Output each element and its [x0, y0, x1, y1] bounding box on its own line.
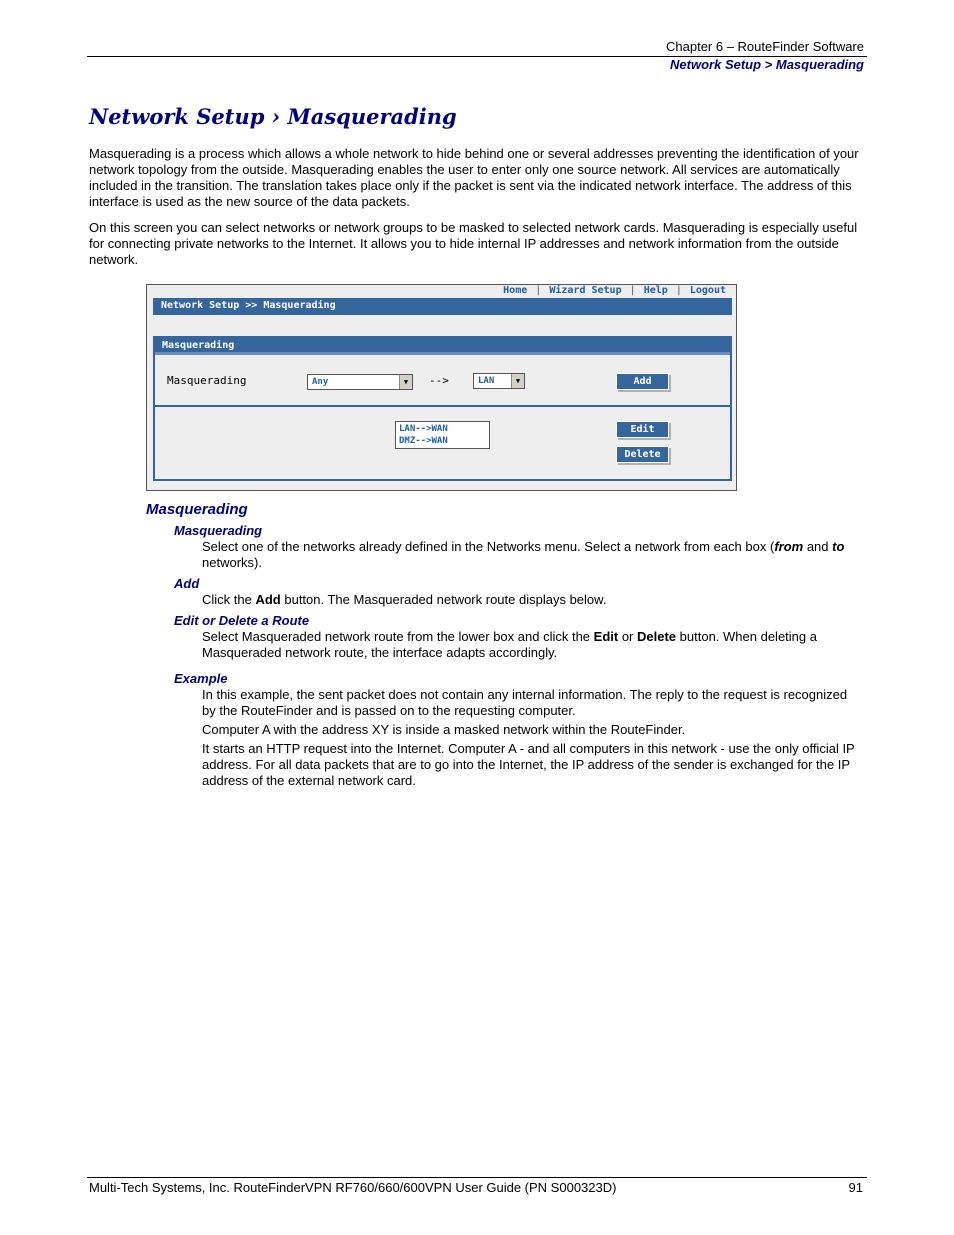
- edit-button[interactable]: Edit: [616, 421, 669, 438]
- nav-help-link[interactable]: Help: [643, 285, 668, 296]
- footer-rule: [87, 1177, 867, 1178]
- from-network-value: Any: [312, 377, 329, 387]
- subheading-masquerading: Masquerading: [174, 523, 263, 538]
- header-section: Network Setup > Masquerading: [670, 57, 864, 72]
- header-chapter: Chapter 6 – RouteFinder Software: [666, 39, 864, 54]
- subheading-add: Add: [174, 576, 200, 591]
- routes-listbox[interactable]: [395, 421, 490, 449]
- to-network-select[interactable]: [473, 373, 525, 389]
- subheading-edit-delete: Edit or Delete a Route: [174, 613, 310, 628]
- screenshot-figure: [146, 284, 737, 491]
- example-paragraph: Computer A with the address XY is inside a masked network within the RouteFinder.: [202, 722, 686, 737]
- masquerading-label: Masquerading: [167, 374, 247, 387]
- subheading-example: Example: [174, 671, 228, 686]
- chevron-down-icon[interactable]: ▼: [511, 374, 524, 388]
- panel-divider: [155, 405, 730, 407]
- masquerading-panel: [153, 336, 732, 481]
- nav-separator: |: [675, 285, 682, 296]
- from-network-select[interactable]: [307, 374, 413, 390]
- edit-delete-description: Select Masqueraded network route from the lower box and click the Edit or Delete button. When deleting a Masqueraded network route, the interface adapts accordingly.: [202, 629, 817, 660]
- arrow-label: -->: [429, 374, 449, 387]
- page-number: 91: [848, 1180, 863, 1195]
- to-network-value: LAN: [478, 376, 495, 386]
- footer-text: Multi-Tech Systems, Inc. RouteFinderVPN RF760/660/600VPN User Guide (PN S000323D): [89, 1180, 617, 1195]
- section-heading: Masquerading: [146, 501, 248, 518]
- route-item[interactable]: LAN-->WAN: [399, 424, 448, 434]
- intro-paragraph-2: On this screen you can select networks or network groups to be masked to selected network cards. Masquerading is especially useful for connecting private networks to the Internet. It allows you to hide internal IP addresses and network information from the outside network.: [89, 220, 858, 267]
- masquerading-description: Select one of the networks already defined in the Networks menu. Select a network from each box (from and to networks).: [202, 539, 845, 570]
- top-nav: [503, 285, 726, 296]
- chevron-down-icon[interactable]: ▼: [399, 375, 412, 389]
- intro-paragraph-1: Masquerading is a process which allows a whole network to hide behind one or several addresses preventing the identification of your network topology from the outside. Masquerading enables the user to enter only one source network. All services are automatically included in the transition. The translation takes place only if the packet is sent via the indicated network interface. The address of this interface is used as the new source of the data packets.: [89, 146, 859, 209]
- page-title: Network Setup › Masquerading: [89, 104, 457, 129]
- delete-button[interactable]: Delete: [616, 446, 669, 463]
- panel-title: Masquerading: [155, 338, 730, 355]
- nav-wizard-link[interactable]: Wizard Setup: [549, 285, 622, 296]
- add-button[interactable]: Add: [616, 373, 669, 390]
- nav-separator: |: [535, 285, 542, 296]
- route-item[interactable]: DMZ-->WAN: [399, 436, 448, 446]
- add-description: Click the Add button. The Masqueraded network route displays below.: [202, 592, 607, 607]
- example-paragraph: It starts an HTTP request into the Internet. Computer A - and all computers in this network - use the only official IP address. For all data packets that are to go into the Internet, the IP address of the sender is exchanged for the IP address of the external network card.: [202, 741, 855, 788]
- nav-home-link[interactable]: Home: [503, 285, 528, 296]
- nav-logout-link[interactable]: Logout: [689, 285, 726, 296]
- breadcrumb-bar: Network Setup >> Masquerading: [153, 298, 732, 315]
- nav-separator: |: [629, 285, 636, 296]
- example-paragraph: In this example, the sent packet does not contain any internal information. The reply to the request is recognized by the RouteFinder and is passed on to the requesting computer.: [202, 687, 848, 718]
